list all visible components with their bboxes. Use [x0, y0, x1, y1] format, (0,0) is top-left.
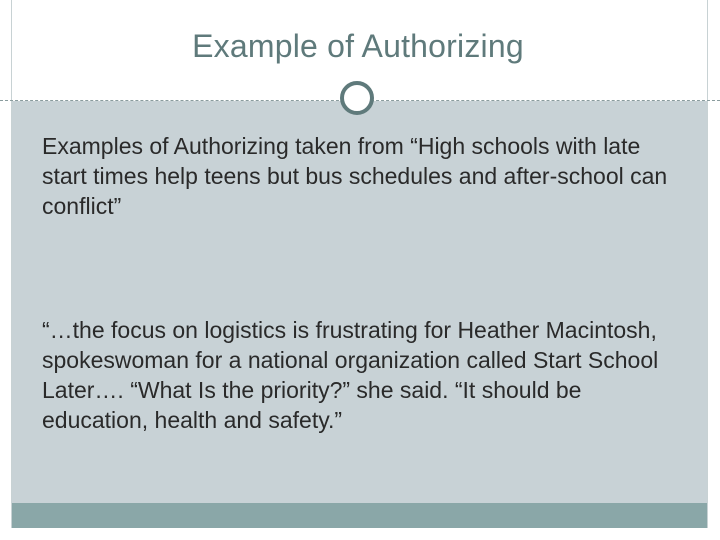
slide-title: Example of Authorizing	[192, 28, 524, 64]
circle-ornament-icon	[340, 81, 374, 115]
paragraph-intro: Examples of Authorizing taken from “High schools with late start times help teens but bus schedules and after-school can conflict”	[42, 133, 668, 219]
slide-frame	[11, 0, 708, 528]
paragraph-quote: “…the focus on logistics is frustrating for Heather Macintosh, spokeswoman for a national organization called Start School Later…. “What Is the priority?” she said. “It should be education, health and safety.”	[42, 317, 659, 433]
